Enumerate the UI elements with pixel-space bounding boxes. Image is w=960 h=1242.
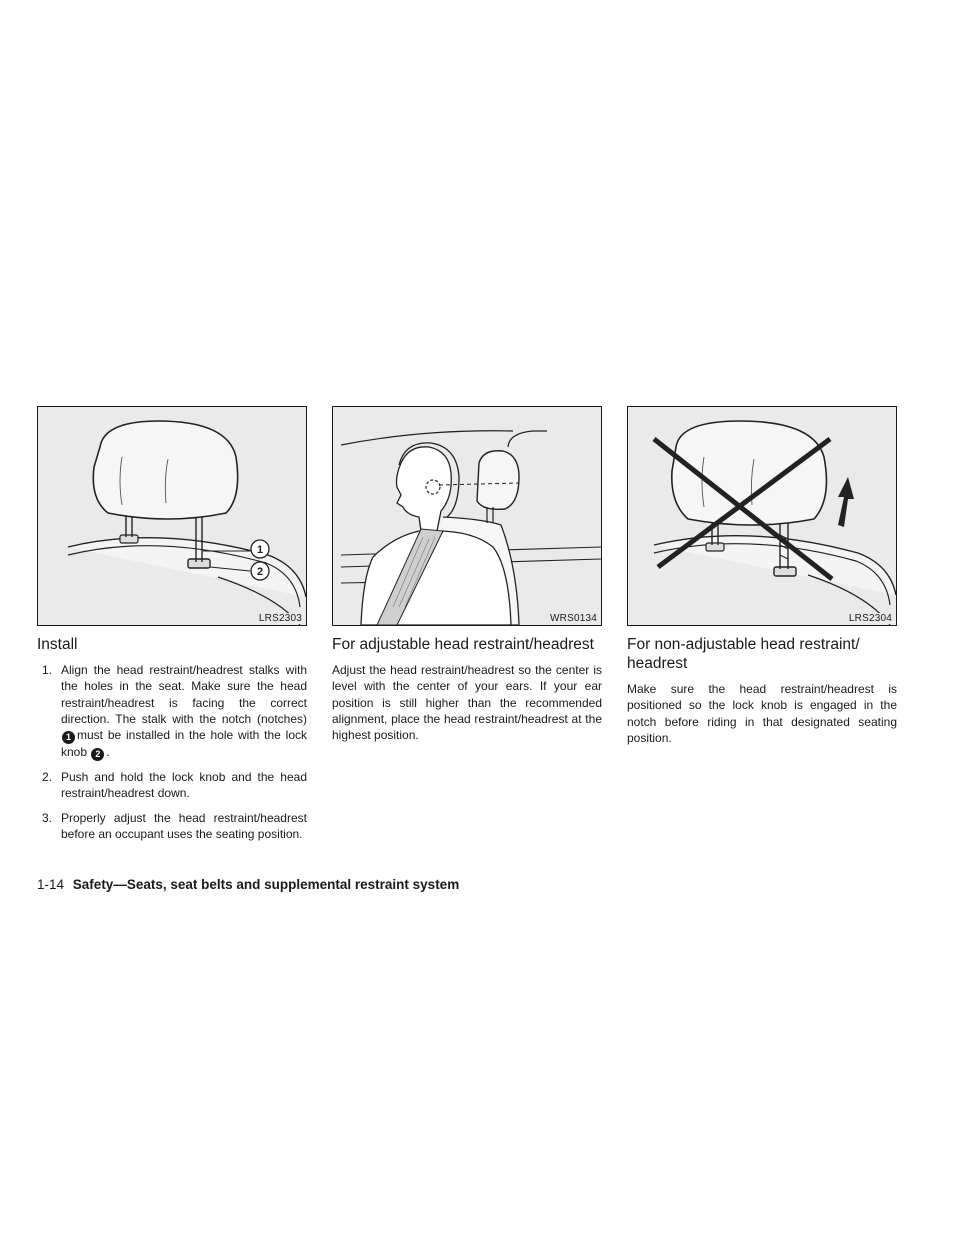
callout-2-label: 2 — [256, 566, 264, 578]
page-number: 1-14 — [37, 877, 65, 892]
figure-code: LRS2304 — [848, 613, 892, 624]
callout-2-icon: 2 — [91, 748, 104, 761]
headrest-adjust-figure — [332, 406, 602, 626]
non-adjustable-column — [627, 406, 897, 746]
install-step-3 — [37, 810, 307, 843]
figure-code: LRS2303 — [258, 613, 302, 624]
headrest-removal-prohibited-illustration — [628, 407, 896, 625]
step-number: 1. — [42, 663, 53, 677]
section-title: Safety—Seats, seat belts and supplemental restraint system — [72, 877, 460, 892]
install-column — [37, 406, 307, 850]
step-text: Align the head restraint/headrest stalks with the holes in the seat. Make sure the head restraint/headrest is facing the correct direction. The stalk with the notch (notches) — [61, 663, 307, 726]
figure-code: WRS0134 — [550, 613, 597, 624]
page-footer — [37, 876, 459, 894]
occupant-headrest-illustration — [333, 407, 601, 625]
step-number: 3. — [42, 810, 53, 825]
adjustable-heading: For adjustable head restraint/headrest — [332, 636, 594, 653]
headrest-incorrect-figure — [627, 406, 897, 626]
install-step-1 — [37, 662, 307, 761]
install-heading: Install — [37, 636, 78, 653]
non-adjustable-heading: For non-adjustable head restraint/ headrest — [627, 636, 860, 672]
non-adjustable-body: Make sure the head restraint/headrest is positioned so the lock knob is engaged in the notch before riding in that designated seating position. — [627, 682, 897, 745]
headrest-install-illustration — [38, 407, 306, 625]
headrest-install-figure — [37, 406, 307, 626]
step-text: Properly adjust the head restraint/headrest before an occupant uses the seating position. — [61, 810, 307, 842]
callout-1-icon: 1 — [62, 731, 75, 744]
callout-1-label: 1 — [256, 544, 264, 556]
install-steps — [37, 662, 307, 842]
step-text: must be installed in the hole with the lock knob — [61, 728, 307, 760]
step-text: Push and hold the lock knob and the head restraint/headrest down. — [61, 770, 307, 801]
install-step-2 — [37, 769, 307, 802]
step-number: 2. — [42, 770, 53, 785]
step-text: . — [106, 745, 110, 760]
adjustable-body: Adjust the head restraint/headrest so the center is level with the center of your ears. If your ear position is still higher than the recommended alignment, place the head restraint/headrest at the highest position. — [332, 663, 602, 743]
adjustable-column — [332, 406, 602, 743]
